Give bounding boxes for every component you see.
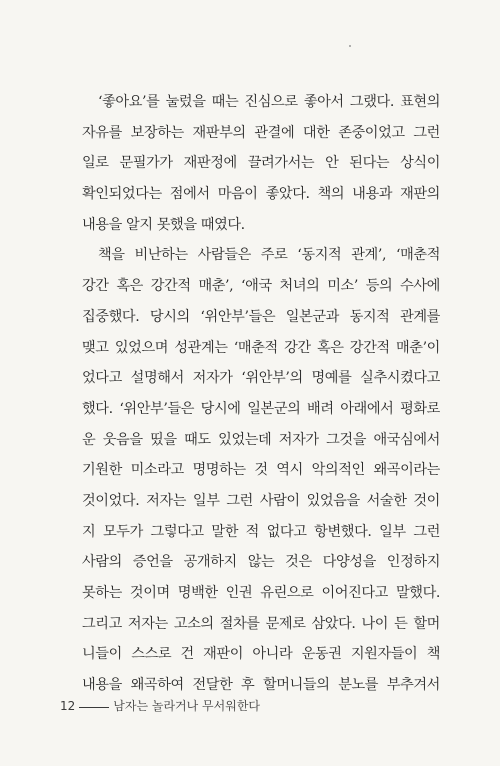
paragraph-2-line: 강간 혹은 강간적 매춘’, ‘애국 처녀의 미소’ 등의 수사에 [82, 278, 440, 295]
paragraph-2-line: 지 모두가 그렇다고 말한 적 없다고 항변했다. 일부 그런 [82, 523, 440, 540]
paragraph-1-line: 내용을 알지 못했을 때였다. [82, 216, 245, 233]
footer-rule [79, 707, 109, 708]
page-footer [60, 697, 260, 714]
paragraph-2-line: 것이었다. 저자는 일부 그런 사람이 있었음을 서술한 것이 [82, 492, 440, 509]
paragraph-2-line: 운 웃음을 띴을 때도 있었는데 저자가 그것을 애국심에서 [82, 431, 440, 448]
paragraph-2-line: 사람의 증언을 공개하지 않는 것은 다양성을 인정하지 [82, 554, 440, 571]
paragraph-2-line: 니들이 스스로 건 재판이 아니라 운동권 지원자들이 책 [82, 646, 440, 663]
paragraph-1-line: ‘좋아요’를 눌렀을 때는 진심으로 좋아서 그랬다. 표현의 [98, 94, 440, 110]
paragraph-2-line: 그리고 저자는 고소의 절차를 문제로 삼았다. 나이 든 할머 [82, 615, 440, 632]
paragraph-2-line: 기원한 미소라고 명명하는 것 역시 악의적인 왜곡이라는 [82, 462, 440, 479]
page-number: 12 [60, 699, 76, 713]
paragraph-1-line: 일로 문필가가 재판정에 끌려가서는 안 된다는 상식이 [82, 155, 440, 172]
paragraph-1-line: 자유를 보장하는 재판부의 관결에 대한 존중이었고 그런 [82, 124, 440, 141]
body-text [82, 87, 440, 701]
paragraph-2-line: 집중했다. 당시의 ‘위안부’들은 일본군과 동지적 관계를 [82, 308, 440, 325]
paragraph-1-line: 확인되었다는 점에서 마음이 좋았다. 책의 내용과 재판의 [82, 186, 440, 203]
running-title: 남자는 놀라거나 무서워한다 [113, 699, 261, 713]
paragraph-2-line: 책을 비난하는 사람들은 주로 ‘동지적 관계’, ‘매춘적 [98, 247, 440, 264]
paragraph-2-line: 내용을 왜곡하여 전달한 후 할머니들의 분노를 부추겨서 [82, 677, 440, 694]
paragraph-2-line: 했다. ‘위안부’들은 당시에 일본군의 배려 아래에서 평화로 [82, 400, 440, 417]
paper-speck [349, 45, 351, 47]
paragraph-2-line: 못하는 것이며 명백한 인권 유린으로 이어진다고 말했다. [82, 585, 440, 601]
paragraph-2-line: 었다고 설명해서 저자가 ‘위안부’의 명예를 실추시켰다고 [82, 370, 440, 387]
paragraph-2-line: 맺고 있었으며 성관계는 ‘매춘적 강간 혹은 강간적 매춘’이 [82, 339, 440, 356]
